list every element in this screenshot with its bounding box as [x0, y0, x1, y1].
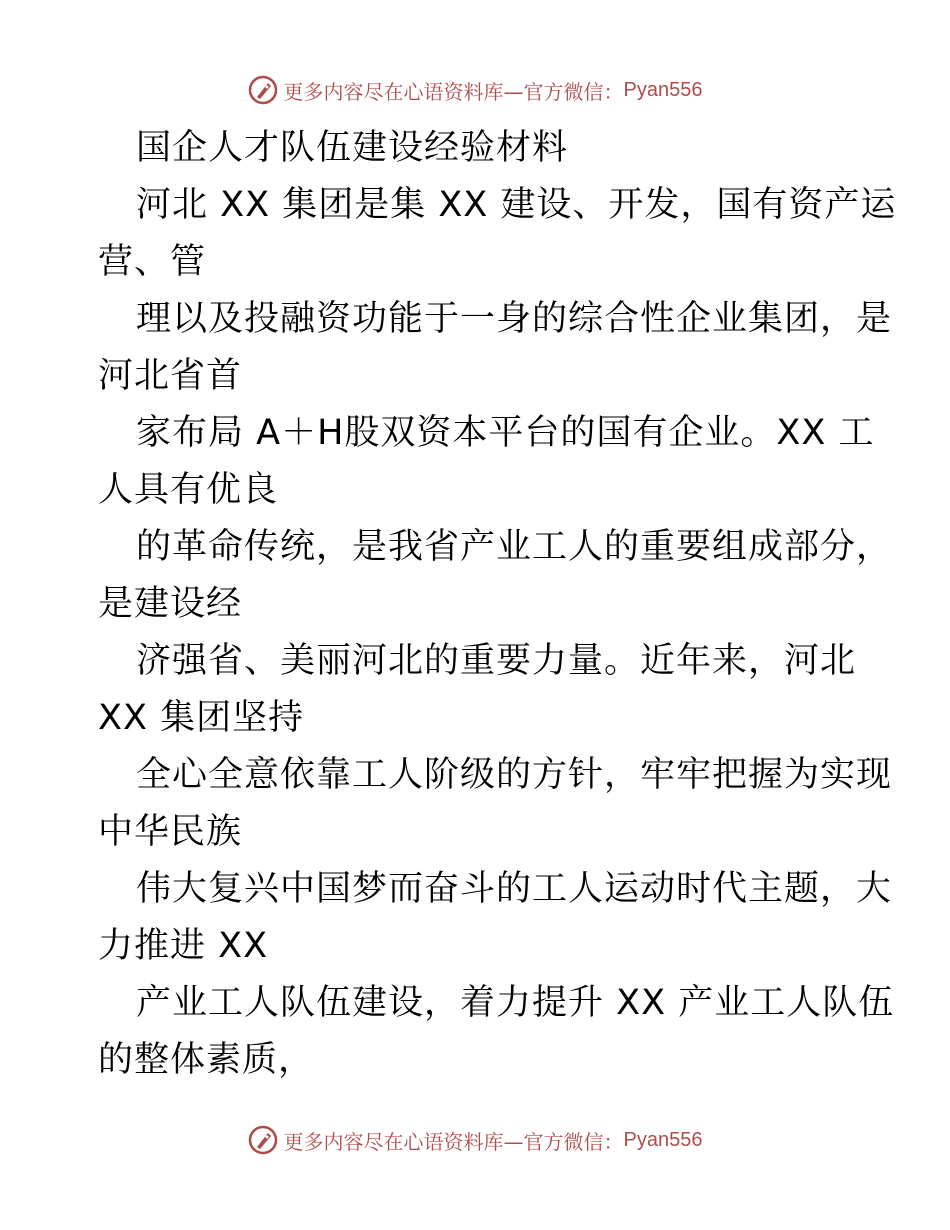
body-line: 济强省、美丽河北的重要力量。近年来，河北	[136, 641, 857, 681]
header-watermark	[0, 70, 950, 110]
body-line: 人具有优良	[98, 470, 279, 510]
body-line: 河北 XX 集团是集 XX 建设、开发，国有资产运	[136, 185, 897, 225]
body-line: 全心全意依靠工人阶级的方针，牢牢把握为实现	[136, 755, 893, 795]
body-line: 伟大复兴中国梦而奋斗的工人运动时代主题，大	[136, 869, 893, 909]
watermark-text: 更多内容尽在心语资料库—官方微信：	[283, 1129, 624, 1154]
body-line: 河北省首	[98, 356, 243, 396]
body-line: 的革命传统，是我省产业工人的重要组成部分，	[136, 527, 893, 567]
body-line: 中华民族	[98, 812, 243, 852]
body-line: 是建设经	[98, 584, 243, 624]
pen-nib-logo-icon	[248, 1125, 278, 1155]
body-line: 力推进 XX	[98, 926, 269, 966]
pen-nib-logo-icon	[248, 75, 278, 105]
watermark-wechat-id: Pyan556	[623, 1128, 703, 1151]
document-title: 国企人才队伍建设经验材料	[136, 128, 569, 168]
document-body	[98, 120, 897, 1089]
body-line: 家布局 A＋H股双资本平台的国有企业。XX 工	[136, 413, 875, 453]
body-line: 营、管	[98, 242, 207, 282]
body-line: XX 集团坚持	[98, 698, 305, 738]
body-line: 的整体素质，	[98, 1040, 315, 1080]
body-line: 理以及投融资功能于一身的综合性企业集团，是	[136, 299, 893, 339]
footer-watermark	[0, 1120, 950, 1160]
watermark-wechat-id: Pyan556	[623, 78, 703, 101]
watermark-text: 更多内容尽在心语资料库—官方微信：	[283, 79, 624, 104]
body-line: 产业工人队伍建设，着力提升 XX 产业工人队伍	[136, 983, 895, 1023]
